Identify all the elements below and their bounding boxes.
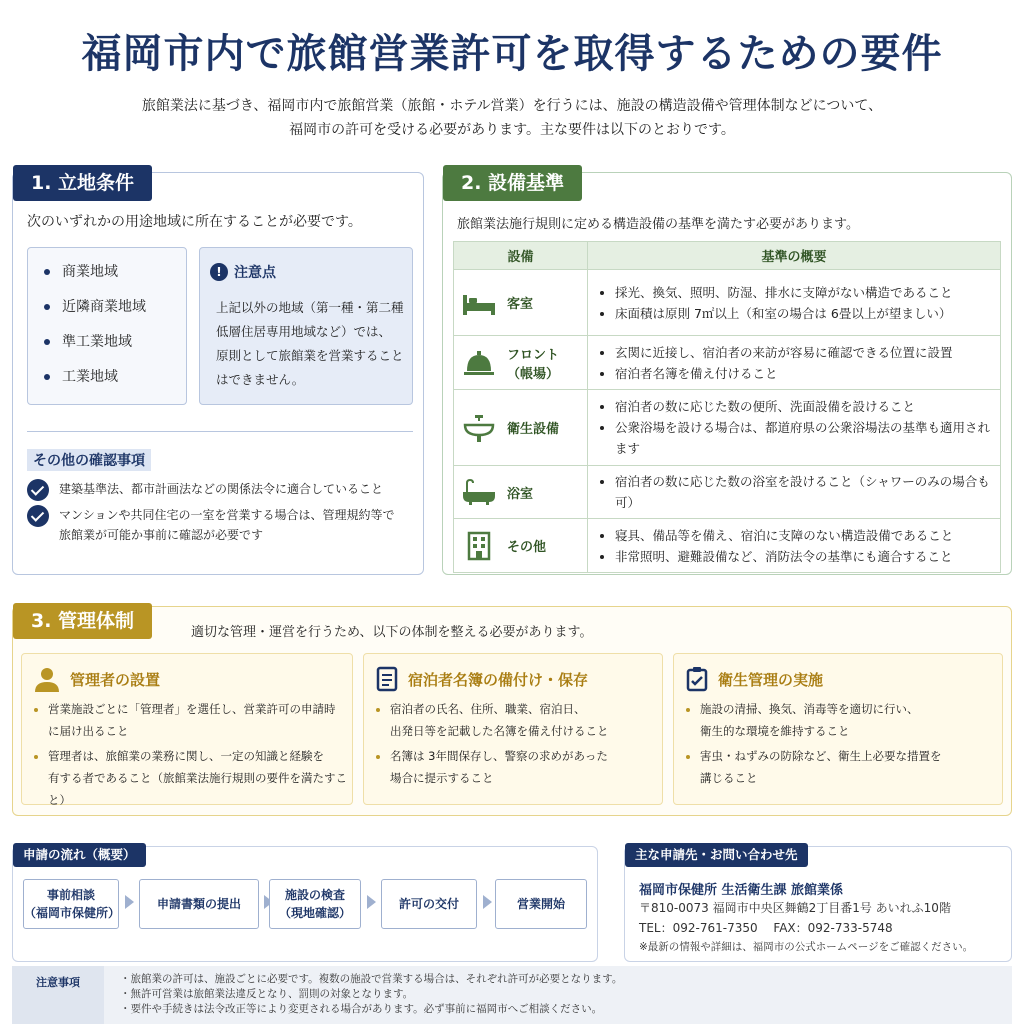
building-icon xyxy=(461,531,497,561)
col-equipment: 設備 xyxy=(454,242,588,270)
section-management-tag: 3. 管理体制 xyxy=(13,603,152,639)
zone-list xyxy=(27,247,187,405)
check-item: マンションや共同住宅の一室を営業する場合は、管理規約等で 旅館業が可能か事前に確認が必要です xyxy=(27,505,417,545)
notes-box xyxy=(12,966,1012,1024)
management-card: 宿泊者名簿の備付け・保存 • 宿泊者の氏名、住所、職業、宿泊日、 出発日等を記載した名簿を備え付けること • 名簿は 3年間保存し、警察の求めがあった 場合に提示すること xyxy=(363,653,663,805)
contact-name: 福岡市保健所 生活衛生課 旅館業係 xyxy=(639,883,844,898)
contact-tag: 主な申請先・お問い合わせ先 xyxy=(625,843,808,867)
contact-box xyxy=(624,846,1012,962)
col-summary: 基準の概要 xyxy=(588,242,1001,270)
flow-step: 申請書類の提出 xyxy=(139,879,259,929)
caution-title: 注意点 xyxy=(234,265,276,281)
divider xyxy=(27,431,413,432)
section-location xyxy=(12,172,424,575)
management-card: 衛生管理の実施 • 施設の清掃、換気、消毒等を適切に行い、 衛生的な環境を維持すること • 害虫・ねずみの防除など、衛生上必要な措置を 講じること xyxy=(673,653,1003,805)
application-flow xyxy=(12,846,598,962)
management-card: 管理者の設置 • 営業施設ごとに「管理者」を選任し、営業許可の申請時 に届け出ること • 管理者は、旅館業の業務に関し、一定の知識と経験を 有する者であること（旅館業法施行規則の要件を満たすこと） xyxy=(21,653,353,805)
sink-icon xyxy=(461,413,497,443)
section-facilities-description: 旅館業法施行規則に定める構造設備の基準を満たす必要があります。 xyxy=(457,217,859,232)
other-checks-title: その他の確認事項 xyxy=(27,449,151,471)
caution-text: 上記以外の地域（第一種・第二種 低層住居専用地域など）では、 原則として旅館業を営業すること はできません。 xyxy=(216,300,404,387)
arrow-right-icon xyxy=(125,895,134,909)
section-location-tag: 1. 立地条件 xyxy=(13,165,152,201)
section-location-description: 次のいずれかの用途地域に所在することが必要です。 xyxy=(27,214,362,230)
section-management xyxy=(12,606,1012,816)
register-document-icon xyxy=(376,666,398,692)
section-management-description: 適切な管理・運営を行うため、以下の体制を整える必要があります。 xyxy=(191,625,593,640)
flow-tag: 申請の流れ（概要） xyxy=(13,843,146,867)
manager-person-icon xyxy=(34,666,60,692)
table-row: フロント （帳場） • 玄関に近接し、宿泊者の来訪が容易に確認できる位置に設置 • 宿泊者名簿を備え付けること xyxy=(454,336,1001,390)
intro-text: 旅館業法に基づき、福岡市内で旅館営業（旅館・ホテル営業）を行うには、施設の構造設備や管理体制などについて、 福岡市の許可を受ける必要があります。主な要件は以下のとおりです。 xyxy=(141,98,883,138)
table-row: 客室 • 採光、換気、照明、防湿、排水に支障がない構造であること • 床面積は原則 7㎡以上（和室の場合は 6畳以上が望ましい） xyxy=(454,270,1001,336)
zone-item: 近隣商業地域 xyxy=(42,297,186,332)
flow-step: 営業開始 xyxy=(495,879,587,929)
bathtub-icon xyxy=(461,478,497,506)
zone-item: 工業地域 xyxy=(42,367,186,402)
checkmark-icon xyxy=(27,479,49,501)
bed-icon xyxy=(461,289,497,317)
flow-step: 施設の検査 （現地確認） xyxy=(269,879,361,929)
exclamation-circle-icon: ! xyxy=(210,263,228,281)
caution-box xyxy=(199,247,413,405)
page-title: 福岡市内で旅館営業許可を取得するための要件 xyxy=(81,30,943,77)
facility-table xyxy=(453,241,1001,573)
contact-phone: TEL：092-761-7350 FAX：092-733-5748 xyxy=(639,921,893,935)
zone-item: 商業地域 xyxy=(42,262,186,297)
notes-label: 注意事項 xyxy=(12,966,104,1024)
section-facilities xyxy=(442,172,1012,575)
checkmark-icon xyxy=(27,505,49,527)
contact-address: 〒810-0073 福岡市中央区舞鶴2丁目番1号 あいれふ10階 xyxy=(639,901,951,915)
zone-item: 準工業地域 xyxy=(42,332,186,367)
flow-step: 許可の交付 xyxy=(381,879,477,929)
table-row: その他 • 寝具、備品等を備え、宿泊に支障のない構造設備であること • 非常照明、避難設備など、消防法令の基準にも適合すること xyxy=(454,519,1001,573)
reception-bell-icon xyxy=(461,349,497,377)
table-row: 浴室 • 宿泊者の数に応じた数の浴室を設けること（シャワーのみの場合も可） xyxy=(454,466,1001,519)
arrow-right-icon xyxy=(483,895,492,909)
clipboard-check-icon xyxy=(686,666,708,692)
section-facilities-tag: 2. 設備基準 xyxy=(443,165,582,201)
check-item: 建築基準法、都市計画法などの関係法令に適合していること xyxy=(27,479,417,501)
notes-text: ・旅館業の許可は、施設ごとに必要です。複数の施設で営業する場合は、それぞれ許可が必要となります。 ・無許可営業は旅館業法違反となり、罰則の対象となります。 ・要件や手続きは法令改正等により変更される場合があります。必ず事前に福岡市へご相談ください。 xyxy=(120,973,623,1015)
flow-step: 事前相談 （福岡市保健所） xyxy=(23,879,119,929)
table-row: 衛生設備 • 宿泊者の数に応じた数の便所、洗面設備を設けること • 公衆浴場を設ける場合は、都道府県の公衆浴場法の基準も適用されます xyxy=(454,390,1001,466)
contact-note: ※最新の情報や詳細は、福岡市の公式ホームページをご確認ください。 xyxy=(639,941,974,953)
arrow-right-icon xyxy=(367,895,376,909)
